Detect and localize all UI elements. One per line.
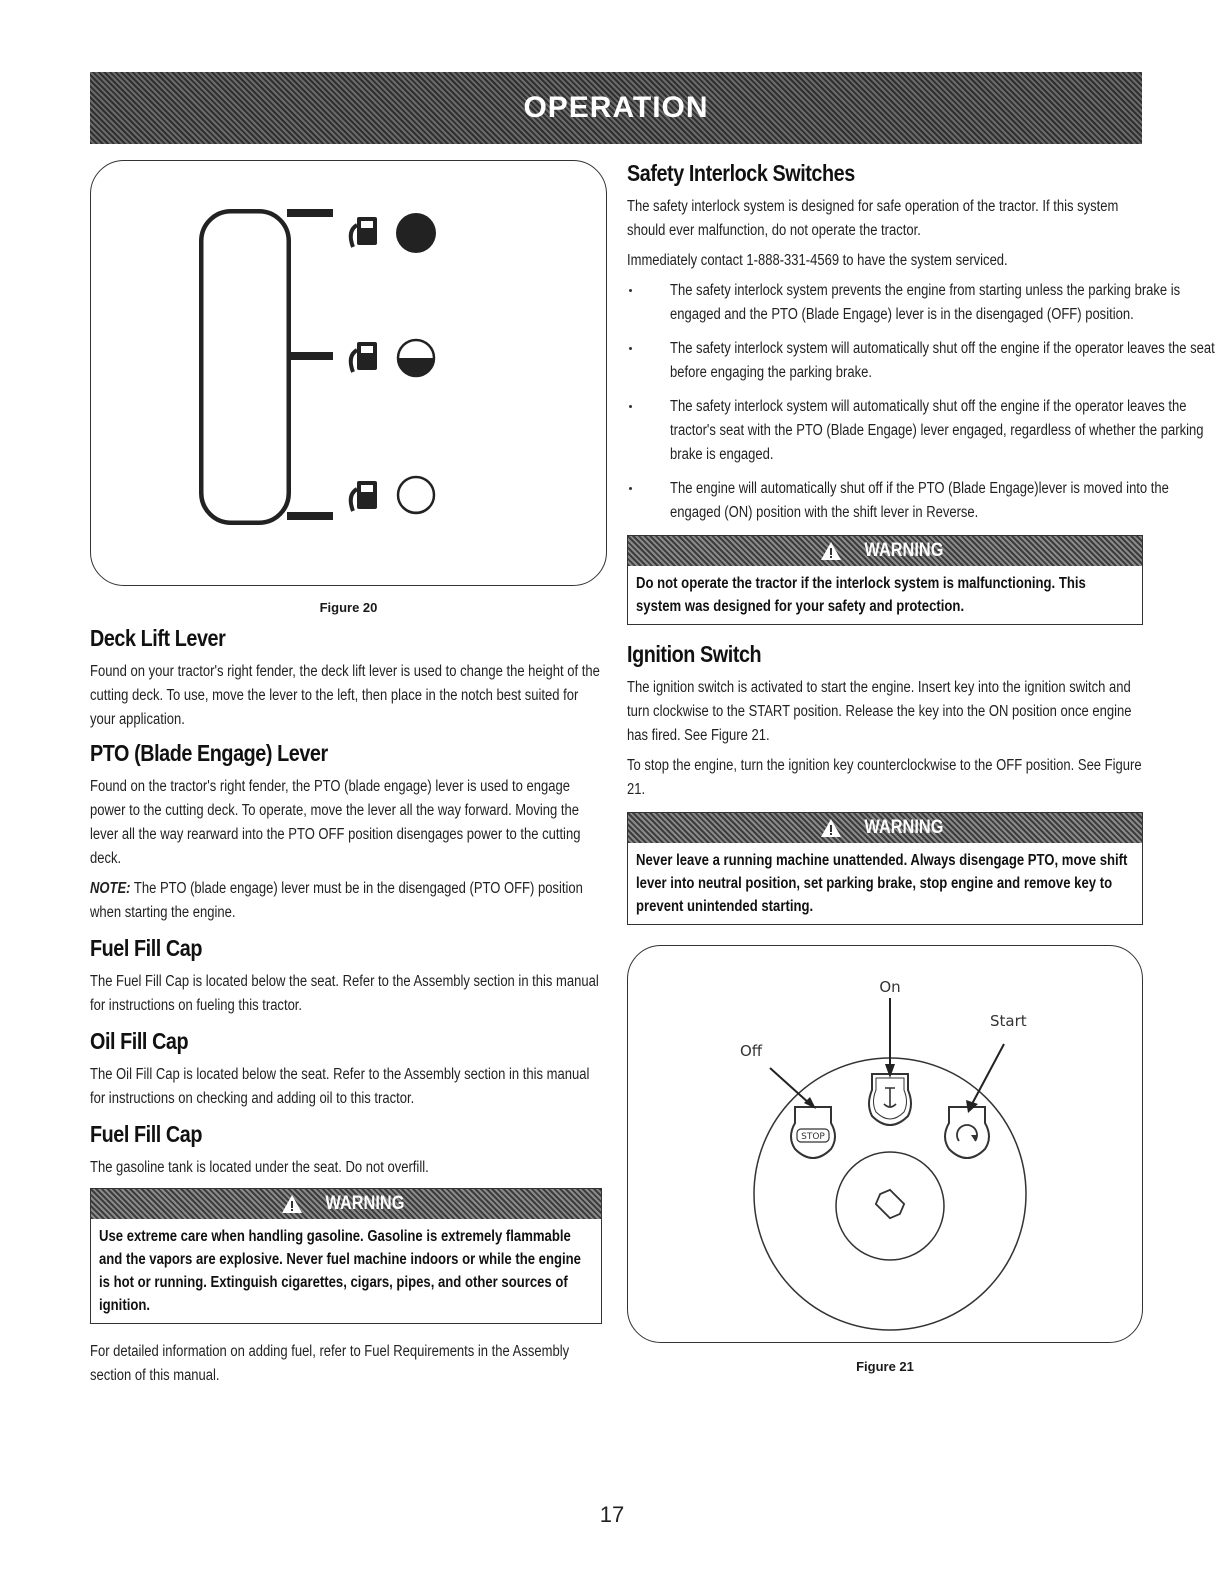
list-item: The safety interlock system will automatically shut off the engine if the operator leaves the tractor's seat with the PTO (Blade Engage) lever engaged, regardless of whether the parking brake is engaged. (627, 395, 1143, 467)
key-slot-icon (873, 1187, 907, 1221)
oil-fill-cap-text: The Oil Fill Cap is located below the seat. Refer to the Assembly section in this manual for instructions on checking and adding oil to this tractor. (90, 1066, 590, 1107)
safety-interlock-list (627, 279, 1215, 525)
pto-text: Found on the tractor's right fender, the PTO (blade engage) lever is used to engage power to the cutting deck. To operate, move the lever all the way forward. Moving the lever all the way rearward into the PTO OFF position disengages power to the cutting deck. (90, 778, 581, 867)
fuel-pump-icon (351, 217, 377, 247)
full-tank-icon (396, 213, 436, 253)
warning-label: WARNING (864, 817, 944, 838)
section-title: OPERATION (523, 91, 709, 124)
warning-text: Do not operate the tractor if the interlock system is malfunctioning. This system was designed for your safety and protection. (636, 575, 1086, 615)
section-banner (90, 72, 1142, 144)
fuel-fill-cap-heading: Fuel Fill Cap (90, 935, 203, 961)
warning-text: Never leave a running machine unattended. Always disengage PTO, move shift lever into neutral position, set parking brake, stop engine and remove key to prevent unintended starting. (636, 852, 1128, 915)
on-position-icon (869, 1074, 911, 1125)
half-tank-icon (398, 340, 434, 376)
list-item: The safety interlock system will automatically shut off the engine if the operator leaves the seat before engaging the parking brake. (627, 337, 1143, 385)
page-number: 17 (599, 1502, 625, 1527)
on-label: On (879, 978, 901, 996)
fuel-gauge-illustration (91, 161, 605, 584)
figure-20-caption: Figure 20 (319, 600, 378, 615)
warning-header (628, 536, 1142, 566)
warning-triangle-icon (820, 818, 842, 838)
fuel-pump-icon (351, 481, 377, 511)
note-text: The PTO (blade engage) lever must be in the disengaged (PTO OFF) position when starting the engine. (90, 880, 583, 921)
warning-header (91, 1189, 601, 1219)
empty-tank-icon (398, 477, 434, 513)
safety-interlock-contact: Immediately contact 1-888-331-4569 to have the system serviced. (627, 252, 1008, 269)
figure-21-caption: Figure 21 (856, 1359, 914, 1374)
figure-21-ignition-switch (627, 945, 1143, 1343)
unattended-warning-box (627, 812, 1143, 925)
fuel-fill-cap-heading-2: Fuel Fill Cap (90, 1121, 203, 1147)
stop-position-icon (791, 1107, 835, 1158)
fuel-detail-text: For detailed information on adding fuel, refer to Fuel Requirements in the Assembly section of this manual. (90, 1343, 570, 1384)
figure-20-fuel-gauge (90, 160, 607, 586)
note-label: NOTE: (90, 880, 131, 897)
warning-label: WARNING (864, 540, 944, 561)
deck-lift-heading: Deck Lift Lever (90, 625, 226, 651)
stop-label: STOP (801, 1132, 825, 1142)
fuel-fill-cap-text: The Fuel Fill Cap is located below the seat. Refer to the Assembly section in this manual for instructions on fueling this tractor. (90, 973, 599, 1014)
warning-text: Use extreme care when handling gasoline. Gasoline is extremely flammable and the vapors are explosive. Never fuel machine indoors or while the engine is hot or running. Extinguish cigarettes, cigars, pipes, and other sources of ignition. (99, 1228, 581, 1314)
warning-triangle-icon (820, 541, 842, 561)
oil-fill-cap-heading: Oil Fill Cap (90, 1028, 189, 1054)
gasoline-warning-box (90, 1188, 602, 1324)
interlock-warning-box (627, 535, 1143, 625)
fuel-pump-icon (351, 342, 377, 372)
safety-interlock-intro: The safety interlock system is designed for safe operation of the tractor. If this system should ever malfunction, do not operate the tractor. (627, 198, 1119, 239)
warning-triangle-icon (281, 1194, 303, 1214)
off-label: Off (740, 1042, 763, 1060)
warning-header (628, 813, 1142, 843)
warning-label: WARNING (325, 1193, 405, 1214)
list-item: The safety interlock system prevents the engine from starting unless the parking brake is engaged and the PTO (Blade Engage) lever is in the disengaged (OFF) position. (627, 279, 1143, 327)
safety-interlock-heading: Safety Interlock Switches (627, 160, 855, 186)
pto-note (90, 877, 602, 925)
right-column (627, 160, 1215, 1374)
left-column (90, 160, 602, 1388)
ignition-text-1: The ignition switch is activated to start the engine. Insert key into the ignition switch and turn clockwise to the START position. Release the key into the ON position once engine has fired. See Figure 21. (627, 679, 1132, 744)
ignition-text-2: To stop the engine, turn the ignition key counterclockwise to the OFF position. See Figure 21. (627, 757, 1142, 798)
start-position-icon (945, 1107, 989, 1158)
fuel-fill-cap-text-2: The gasoline tank is located under the seat. Do not overfill. (90, 1159, 429, 1176)
list-item: The engine will automatically shut off if the PTO (Blade Engage)lever is moved into the engaged (ON) position with the shift lever in Reverse. (627, 477, 1143, 525)
ignition-switch-illustration (628, 946, 1141, 1341)
start-label: Start (990, 1012, 1027, 1030)
ignition-switch-heading: Ignition Switch (627, 641, 762, 667)
pto-heading: PTO (Blade Engage) Lever (90, 740, 328, 766)
deck-lift-text: Found on your tractor's right fender, the deck lift lever is used to change the height of the cutting deck. To use, move the lever to the left, then place in the notch best suited for your application. (90, 663, 600, 728)
